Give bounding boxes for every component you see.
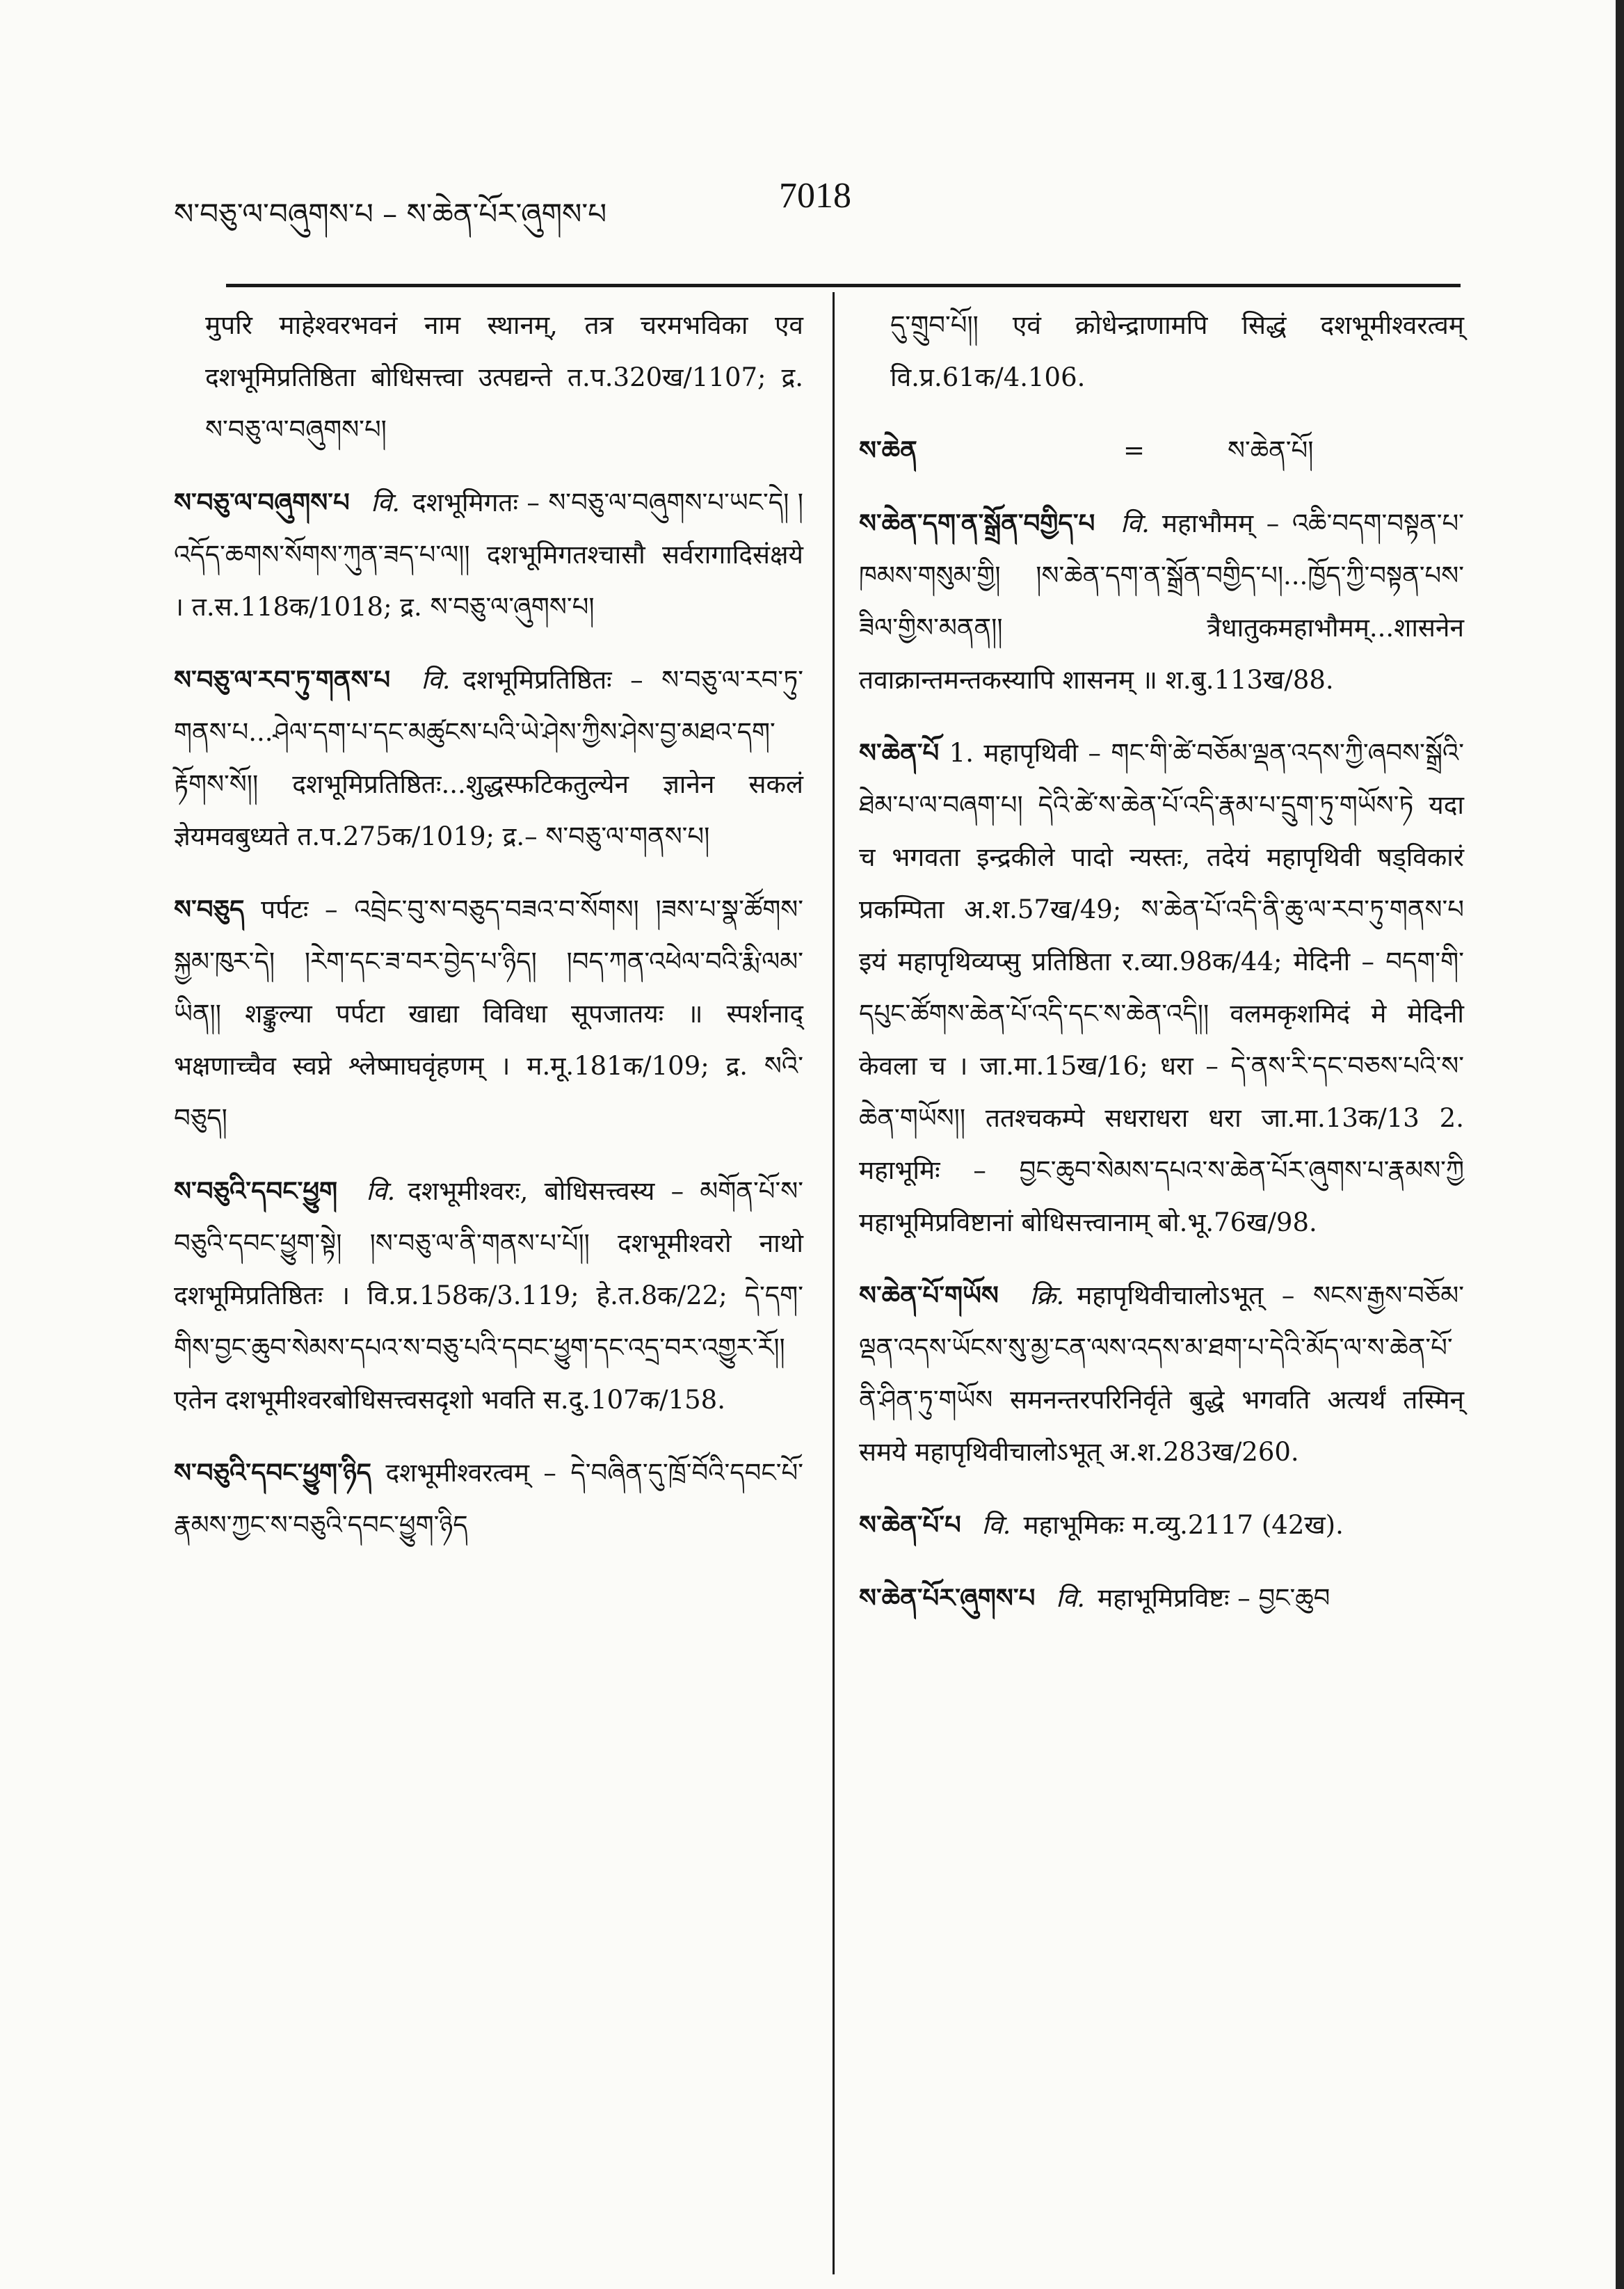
entry-text: मुपरि माहेश्वरभवनं नाम स्थानम्, तत्र चरमभविका एव दशभूमिप्रतिष्ठिता बोधिसत्त्वा उत्पद्यन्ते त.प.320ख/1107; द्र. ས་བཅུ་ལ་བཞུགས་པ། (205, 310, 803, 444)
dictionary-entry (174, 1447, 803, 1551)
dictionary-entry (859, 497, 1464, 706)
left-column (174, 299, 803, 1572)
entry-text: दशभूमीश्वरत्वम् – དེ་བཞིན་དུ་ཁྲོ་བོའི་དབང་པོ་རྣམས་ཀྱང་ས་བཅུའི་དབང་ཕྱུག་ཉིད (174, 1458, 804, 1540)
entry-text: पर्पटः – འབྲེང་བུ་ས་བཅུད་བཟའ་བ་སོགས། །ཟས་པ་སྣ་ཚོགས་སྐྱམ་ཁུར་དེ། །རེག་དང་ཟ་བར་བྱེད་པ་ཉིད། །བད་ཀན་འཕེལ་བའི་རྨི་ལམ་ཡིན།། शङ्कुल्या पर्पटा खाद्या विविधा सूपजातयः ॥ स्पर्शनाद् भक्षणाच्चैव स्वप्ने श्लेष्माघवृंहणम् । म.मू.181क/109; द्र. སའི་བཅུད། (174, 894, 803, 1133)
header-rule (226, 284, 1461, 287)
entry-text: दशभूमिप्रतिष्ठितः – ས་བཅུ་ལ་རབ་ཏུ་གནས་པ...ཤེལ་དག་པ་དང་མཚུངས་པའི་ཡེ་ཤེས་ཀྱིས་ཤེས་བྱ་མཐའ་དག་རྟོགས་སོ།། दशभूमिप्रतिष्ठितः...शुद्धस्फटिकतुल्येन ज्ञानेन सकलं ज्ञेयमवबुध्यते त.प.275क/1019; द्र.– ས་བཅུ་ལ་གནས་པ། (174, 665, 803, 851)
dictionary-entry (174, 883, 803, 1144)
grammar-label: वि. (371, 488, 401, 517)
entry-text: महाभूमिप्रविष्टः – བྱང་ཆུབ (1098, 1583, 1330, 1613)
dictionary-entry (174, 476, 803, 633)
column-divider (833, 292, 835, 2274)
headword: ས་ཆེན་དག་ན་སྒྲོན་བགྱིད་པ (859, 508, 1095, 538)
dictionary-entry (859, 1572, 1464, 1624)
headword: ས་ཆེན་པོ (859, 737, 940, 768)
dictionary-entry (174, 1165, 803, 1426)
dictionary-entry (859, 1499, 1464, 1551)
entry-text: महाभूमिकः म.व्यु.2117 (42ख). (1023, 1510, 1344, 1540)
headword: ས་བཅུའི་དབང་ཕྱུག (174, 1175, 338, 1206)
continued-entry (174, 299, 803, 456)
headword: ས་བཅུད (174, 894, 245, 924)
headword: ས་ཆེན་པོར་ཞུགས་པ (859, 1582, 1036, 1613)
dictionary-entry (859, 1269, 1464, 1478)
entry-text: 1. महापृथिवी – གང་གི་ཚེ་བཅོམ་ལྡན་འདས་ཀྱི་ཞབས་སྒྲོའི་ཐེམ་པ་ལ་བཞག་པ། དེའི་ཚེ་ས་ཆེན་པོ་འདི་རྣམ་པ་དྲུག་ཏུ་གཡོས་ཏེ यदा च भगवता इन्द्रकीले पादो न्यस्तः, तदेयं महापृथिवी षड्विकारं प्रकम्पिता अ.श.57ख/49; ས་ཆེན་པོ་འདི་ནི་ཆུ་ལ་རབ་ཏུ་གནས་པ इयं महापृथिव्यप्सु प्रतिष्ठिता र.व्या.98क/44; मेदिनी – བདག་གི་དཔུང་ཚོགས་ཆེན་པོ་འདི་དང་ས་ཆེན་འདི།། वलमकृशमिदं मे मेदिनी केवला च । जा.मा.15ख/16; धरा – དེ་ནས་རི་དང་བཅས་པའི་ས་ཆེན་གཡོས།། ततश्चकम्पे सधराधरा धरा जा.मा.13क/13 2. महाभूमिः – བྱང་ཆུབ་སེམས་དཔའ་ས་ཆེན་པོར་ཞུགས་པ་རྣམས་ཀྱི महाभूमिप्रविष्टानां बोधिसत्त्वानाम् बो.भू.76ख/98. (859, 738, 1464, 1237)
grammar-label: वि. (366, 1176, 396, 1206)
entry-text: दशभूमीश्वरः, बोधिसत्त्वस्य – མགོན་པོ་ས་བཅུའི་དབང་ཕྱུག་སྟེ། །ས་བཅུ་ལ་ནི་གནས་པ་པོ།། दशभूमीश्वरो नाथो दशभूमिप्रतिष्ठितः । वि.प्र.158क/3.119; हे.त.8क/22; དེ་དག་གིས་བྱང་ཆུབ་སེམས་དཔའ་ས་བཅུ་པའི་དབང་ཕྱུག་དང་འདྲ་བར་འགྱུར་རོ།། एतेन दशभूमीश्वरबोधिसत्त्वसदृशो भवति स.दु.107क/158. (174, 1176, 803, 1415)
right-column (859, 299, 1464, 1645)
grammar-label: वि. (1056, 1583, 1086, 1613)
grammar-label: वि. (981, 1510, 1011, 1540)
headword: ས་ཆེན་པོ་གཡོས (859, 1280, 999, 1310)
entry-text: དུ་གྲུབ་པོ།། एवं क्रोधेन्द्राणामपि सिद्धं दशभूमीश्वरत्वम् वि.प्र.61क/4.106. (890, 310, 1464, 392)
entry-text: महापृथिवीचालोऽभूत् – སངས་རྒྱས་བཅོམ་ལྡན་འདས་ཡོངས་སུ་མྱ་ངན་ལས་འདས་མ་ཐག་པ་དེའི་མོད་ལ་ས་ཆེན་པོ་ནི་ཤིན་ཏུ་གཡོས समनन्तरपरिनिर्वृते बुद्धे भगवति अत्यर्थं तस्मिन् समये महापृथिवीचालोऽभूत् अ.श.283ख/260. (859, 1280, 1464, 1467)
grammar-label: वि. (1120, 508, 1150, 538)
grammar-label: क्रि. (1029, 1280, 1065, 1310)
equals-sign: = (1123, 435, 1145, 465)
entry-text: महाभौमम् – འཆི་བདག་བསྟན་པ་ཁམས་གསུམ་གྱི། །ས་ཆེན་དག་ན་སྒྲོན་བགྱིད་པ།...ཁྱོད་ཀྱི་བསྟན་པས་ཟིལ་གྱིས་མནན།། त्रैधातुकमहाभौमम्...शासनेन तवाक्रान्तमन्तकस्यापि शासनम् ॥ श.बु.113ख/88. (859, 508, 1465, 695)
dictionary-entry (859, 727, 1464, 1248)
headword: ས་བཅུའི་དབང་ཕྱུག་ཉིད (174, 1457, 372, 1488)
headword: ས་ཆེན (859, 435, 917, 465)
page-header (0, 160, 1624, 236)
headword: ས་བཅུ་ལ་བཞུགས་པ (174, 487, 350, 517)
cross-reference-target: ས་ཆེན་པོ། (1228, 435, 1314, 465)
page-number: 7018 (779, 176, 851, 216)
continued-entry (859, 299, 1464, 403)
scan-edge-bar (1616, 0, 1624, 2289)
headword: ས་ཆེན་པོ་པ (859, 1509, 961, 1540)
dictionary-entry (174, 654, 803, 862)
running-head: ས་བཅུ་ལ་བཞུགས་པ – ས་ཆེན་པོར་ཞུགས་པ (174, 197, 607, 231)
grammar-label: वि. (421, 665, 451, 695)
headword: ས་བཅུ་ལ་རབ་ཏུ་གནས་པ (174, 664, 391, 695)
cross-reference-entry (859, 424, 1464, 476)
entry-text: दशभूमिगतः – ས་བཅུ་ལ་བཞུགས་པ་ཡང་དེ། །འདོད་ཆགས་སོགས་ཀུན་ཟད་པ་ལ།། दशभूमिगतश्चासौ सर्वरागादिसंक्षये । त.स.118क/1018; द्र. ས་བཅུ་ལ་ཞུགས་པ། (174, 488, 803, 622)
